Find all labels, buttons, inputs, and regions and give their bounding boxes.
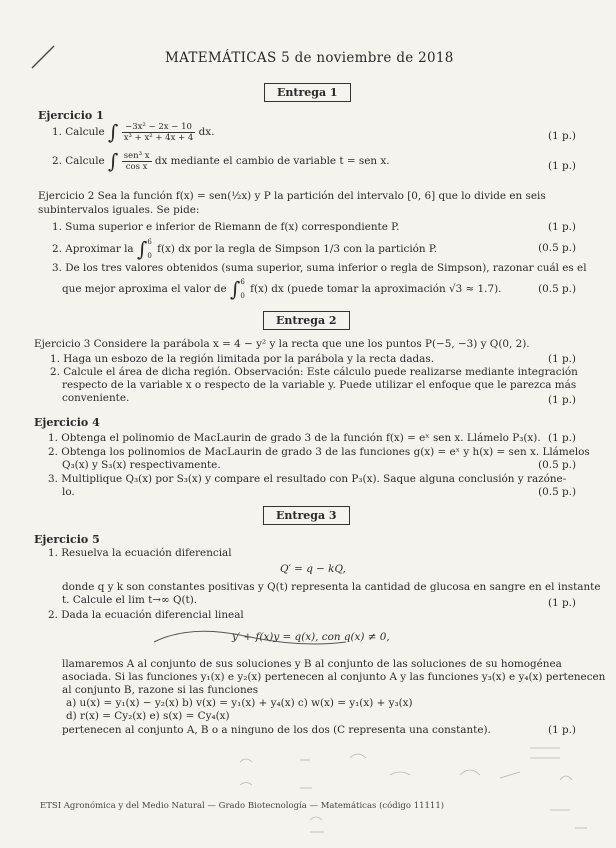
ej4-item-2-points: (0.5 p.) [538, 459, 576, 471]
ej1-item-2-denominator: cos x [125, 161, 148, 172]
ej2-integral-upper-limit: 6 [147, 238, 152, 246]
ej2-integral-lower-limit: 0 [147, 252, 152, 260]
ej5-paragraph-line-1: llamaremos A al conjunto de sus soluciones y B al conjunto de las soluciones de su homogénea [62, 658, 562, 670]
ej4-item-3-line-2: lo. [62, 486, 75, 498]
ej2-item-2-text: 2. Aproximar la [52, 243, 134, 255]
ej2-intro-line-2: subintervalos iguales. Se pide: [38, 204, 200, 216]
ej2-item-3-lower-limit: 0 [240, 292, 245, 300]
ej4-item-1-points: (1 p.) [548, 432, 576, 444]
ej2-item-3-text: que mejor aproxima el valor de [62, 283, 227, 295]
ej1-item-1: 1. Calcule ∫ $\frac{\text{−3x² − 2x − 10}}{\text{x³ + x² + 4x + 4}}$ dx. [52, 120, 215, 144]
page-footer: ETSI Agronómica y del Medio Natural — Grado Biotecnología — Matemáticas (código 11111) [40, 801, 445, 811]
ej1-item-1-post: dx. [198, 126, 215, 138]
ej2-intro-line-1: Ejercicio 2 Sea la función f(x) = sen(½x) y P la partición del intervalo [0, 6] que lo divide en seis [38, 190, 546, 202]
ejercicio-4-title: Ejercicio 4 [34, 416, 100, 429]
ej5-paragraph-line-3: al conjunto B, razone si las funciones [62, 684, 259, 696]
ej5-item-2: 2. Dada la ecuación diferencial lineal [48, 609, 244, 621]
ej2-item-1-points: (1 p.) [548, 221, 576, 233]
ejercicio-5-title: Ejercicio 5 [34, 533, 100, 546]
ej1-item-1-denominator: x³ + x² + 4x + 4 [123, 132, 194, 143]
ej3-item-1-points: (1 p.) [548, 353, 576, 365]
ej4-item-3-points: (0.5 p.) [538, 486, 576, 498]
ejercicio-1-title: Ejercicio 1 [38, 109, 104, 122]
page-title: MATEMÁTICAS 5 de noviembre de 2018 [165, 50, 454, 66]
entrega-3-box: Entrega 3 [263, 506, 350, 525]
ej4-item-2-line-2: Q₃(x) y S₃(x) respectivamente. [62, 459, 221, 471]
ej1-item-2-numerator: sen³ x [123, 150, 150, 161]
ej5-equation-2: y′ + f(x)y = q(x), con q(x) ≠ 0, [232, 631, 390, 643]
ej5-item-1-line-2: donde q y k son constantes positivas y Q(t) representa la cantidad de glucosa en sangre en el instante [62, 581, 601, 593]
ej5-options-line-2: d) r(x) = Cy₂(x) e) s(x) = Cy₄(x) [66, 710, 230, 722]
ej3-item-2-line-2: respecto de la variable x o respecto de la variable y. Puede utilizar el enfoque que le parezca más [62, 379, 577, 391]
ej5-options-line-1: a) u(x) = y₁(x) − y₂(x) b) v(x) = y₁(x) + y₄(x) c) w(x) = y₁(x) + y₃(x) [66, 697, 413, 709]
ej2-item-3-line-2: que mejor aproxima el valor de ∫ 6 0 f(x) dx (puede tomar la aproximación √3 ≈ 1.7). [62, 277, 502, 301]
ej4-item-3-line-1: 3. Multiplique Q₃(x) por S₃(x) y compare el resultado con P₃(x). Saque alguna conclusión y razóne- [48, 473, 567, 485]
ej5-item-1-line-3: t. Calcule el lim t→∞ Q(t). [62, 594, 198, 606]
ej2-item-1: 1. Suma superior e inferior de Riemann de f(x) correspondiente P. [52, 221, 400, 233]
entrega-2-box: Entrega 2 [263, 311, 350, 330]
ej5-item-2-points: (1 p.) [548, 724, 576, 736]
ej5-paragraph-line-2: asociada. Si las funciones y₁(x) e y₂(x) pertenecen al conjunto A y las funciones y₃(x) e y₄(x) pertenecen [62, 671, 606, 683]
ej4-item-2-line-1: 2. Obtenga los polinomios de MacLaurin de grado 3 de las funciones g(x) = eˣ y h(x) = sen x. Llámelos [48, 446, 590, 458]
ej1-item-1-numerator: −3x² − 2x − 10 [122, 122, 196, 133]
ej3-item-2-points: (1 p.) [548, 394, 576, 406]
ej3-item-1: 1. Haga un esbozo de la región limitada por la parábola y la recta dadas. [50, 353, 435, 365]
ej1-item-2: 2. Calcule ∫ $\frac{\text{sen³ x}}{\text{cos x}}$ dx mediante el cambio de variable t = sen x. [52, 149, 390, 173]
pen-stroke-mark [28, 42, 58, 72]
ej1-item-1-points: (1 p.) [548, 130, 576, 142]
ej3-item-2-line-3: conveniente. [62, 392, 130, 404]
ej1-item-2-text: 2. Calcule [52, 155, 105, 167]
pen-curve-mark [150, 622, 350, 652]
ej2-item-3-post: f(x) dx (puede tomar la aproximación √3 ≈ 1.7). [250, 283, 502, 295]
ej2-item-3-upper-limit: 6 [240, 278, 245, 286]
handwritten-scribbles [230, 740, 610, 848]
ej5-item-1-points: (1 p.) [548, 597, 576, 609]
ej1-item-2-points: (1 p.) [548, 160, 576, 172]
ej4-item-1: 1. Obtenga el polinomio de MacLaurin de grado 3 de la función f(x) = eˣ sen x. Llámelo P₃(x). [48, 432, 541, 444]
ej1-item-2-post: dx mediante el cambio de variable t = sen x. [154, 155, 390, 167]
ej3-intro: Ejercicio 3 Considere la parábola x = 4 − y² y la recta que une los puntos P(−5, −3) y Q(0, 2). [34, 338, 530, 350]
ej3-item-2-line-1: 2. Calcule el área de dicha región. Observación: Este cálculo puede realizarse mediante integración [50, 366, 578, 378]
ej2-item-2-post: f(x) dx por la regla de Simpson 1/3 con la partición P. [157, 243, 438, 255]
ej2-item-3-points: (0.5 p.) [538, 283, 576, 295]
ej2-item-2: 2. Aproximar la ∫ 6 0 f(x) dx por la regla de Simpson 1/3 con la partición P. [52, 237, 438, 261]
ej5-equation-1: Q′ = q − kQ, [280, 563, 346, 575]
ej5-item-1: 1. Resuelva la ecuación diferencial [48, 547, 232, 559]
ej2-item-2-points: (0.5 p.) [538, 242, 576, 254]
ej2-item-3-line-1: 3. De los tres valores obtenidos (suma superior, suma inferior o regla de Simpson), razonar cuál es el [52, 262, 587, 274]
ej1-item-1-text: 1. Calcule [52, 126, 105, 138]
ej5-paragraph-line-4: pertenecen al conjunto A, B o a ninguno de los dos (C representa una constante). [62, 724, 491, 736]
entrega-1-box: Entrega 1 [264, 83, 351, 102]
